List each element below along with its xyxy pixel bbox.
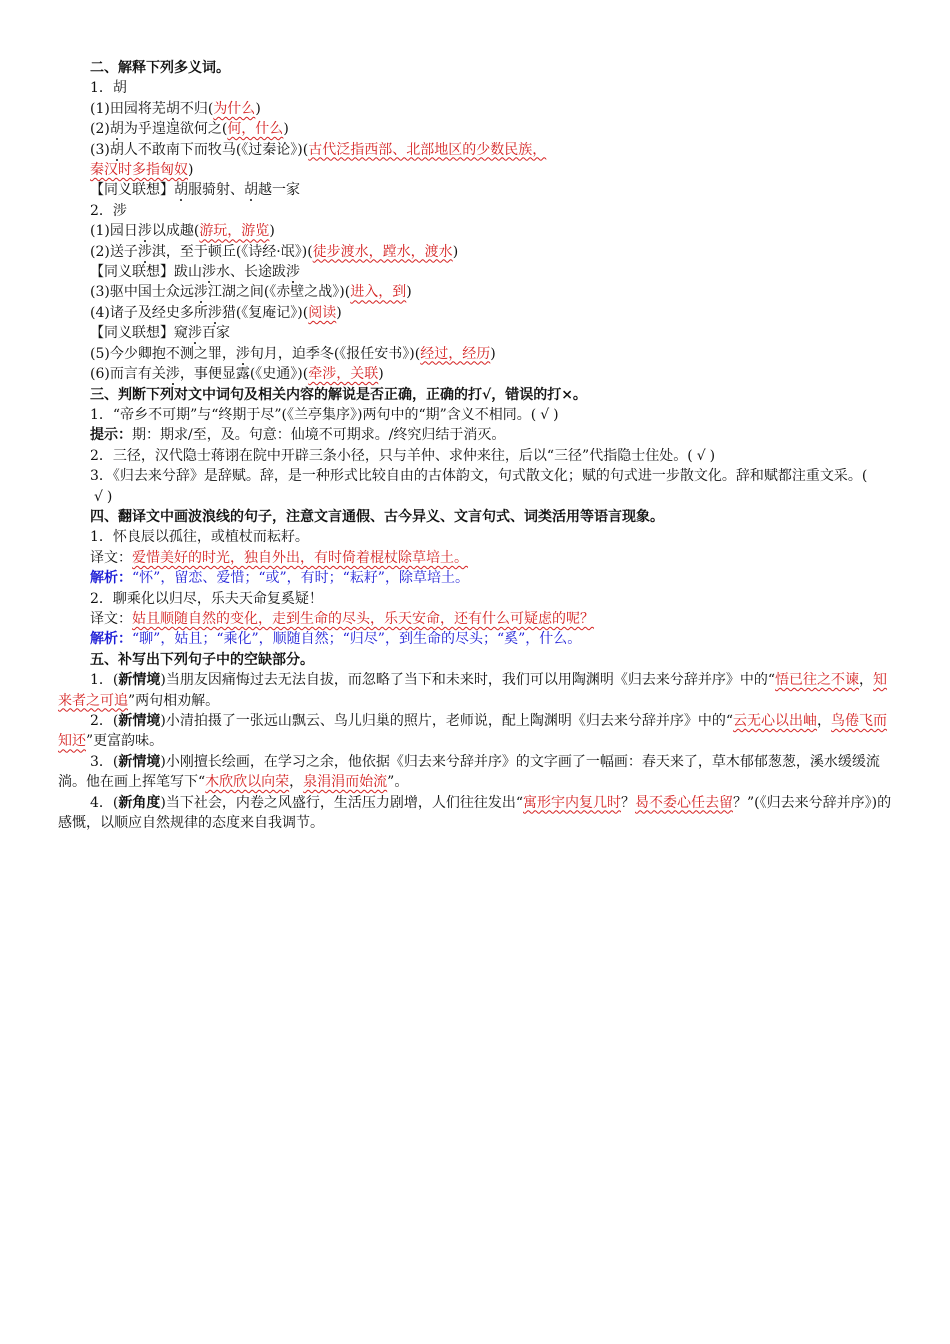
item-hu-2: (2)胡为乎遑遑欲何之(何，什么) (90, 121, 289, 138)
assoc-she-1: 【同义联想】跋山涉水、长途跋涉 (90, 264, 300, 281)
analysis-1: 解析：“怀”，留恋、爱惜；“或”，有时；“耘耔”，除草培土。 (90, 570, 469, 587)
key-word: 涉 (137, 243, 152, 260)
check-mark: √ (540, 406, 550, 423)
check-mark: √ (696, 447, 706, 464)
item-she-6: (6)而言有关涉，事便显露(《史通》)(牵涉，关联) (90, 366, 384, 383)
analysis-2: 解析：“聊”，姑且；“乘化”，顺随自然；“归尽”，到生命的尽头；“奚”，什么。 (90, 631, 582, 648)
key-word: 涉 (235, 345, 250, 362)
fill-item-3: 3．(新情境)小刚擅长绘画，在学习之余，他依据《归去来兮辞并序》的文字画了一幅画：春天来了，草木郁郁葱葱，溪水缓缓流淌。他在画上挥笔写下“木欣欣以向荣，泉涓涓而始流”。 (58, 753, 880, 791)
translation-2: 译文：姑且顺随自然的变化，走到生命的尽头，乐天安命，还有什么可疑虑的呢？ (90, 610, 594, 627)
answer: 牵涉，关联 (308, 366, 379, 383)
key-word: 胡 (109, 141, 124, 158)
section-3-title: 三、判断下列对文中词句及相关内容的解说是否正确，正确的打√，错误的打×。 (90, 386, 587, 403)
answer: 经过，经历 (420, 345, 491, 362)
assoc-hu: 【同义联想】胡服骑射、胡越一家 (90, 182, 300, 199)
answer: 进入，到 (350, 284, 407, 301)
key-word: 涉 (193, 284, 208, 301)
fill-item-2: 2．(新情境)小清拍摄了一张远山飘云、鸟儿归巢的照片，老师说，配上陶渊明《归去来兮辞并序》中的“云无心以出岫，鸟倦飞而知还”更富韵味。 (58, 713, 887, 750)
answer: 游玩，游览 (199, 223, 270, 240)
item-she-4: (4)诸子及经史多所涉猎(《复庵记》)(阅读) (90, 304, 342, 321)
answer: 鸟倦飞而知还 (58, 713, 887, 750)
item-she-heading: 2．涉 (90, 202, 127, 219)
answer: 古代泛指西部、北部地区的少数民族， (308, 141, 547, 158)
translation-1: 译文：爱惜美好的时光，独自外出，有时倚着棍杖除草培土。 (90, 549, 468, 566)
key-word: 涉 (137, 223, 152, 240)
fill-item-4: 4．(新角度)当下社会，内卷之风盛行，生活压力剧增，人们往往发出“寓形宇内复几时？曷不委心任去留？”(《归去来兮辞并序》)的感慨，以顺应自然规律的态度来自我调节。 (58, 794, 892, 832)
item-she-2: (2)送子涉淇，至于顿丘(《诗经·氓》)(徒步渡水，蹚水，渡水) (90, 243, 459, 260)
answer: 寓形宇内复几时 (523, 794, 621, 811)
answer: 悟已往之不谏 (775, 672, 859, 689)
fill-item-1: 1．(新情境)当朋友因痛悔过去无法自拔，而忽略了当下和未来时，我们可以用陶渊明《归去来兮辞并序》中的“悟已往之不谏，知来者之可追”两句相劝解。 (58, 672, 887, 709)
key-word: 涉 (207, 304, 222, 321)
judge-item-2: 2．三径，汉代隐士蒋诩在院中开辟三条小径，只与羊仲、求仲来往，后以“三径”代指隐士住处。( √ ) (58, 446, 892, 466)
translate-item-1: 1．怀良辰以孤往，或植杖而耘耔。 (90, 529, 309, 546)
judge-item-1: 1．“帝乡不可期”与“终期于尽”(《兰亭集序》)两句中的“期”含义不相同。( √ ) (58, 405, 892, 425)
item-she-1: (1)园日涉以成趣(游玩，游览) (90, 223, 275, 240)
answer: 爱惜美好的时光，独自外出，有时倚着棍杖除草培土。 (132, 549, 468, 566)
document-page (58, 58, 892, 833)
translate-item-2: 2．聊乘化以归尽，乐夫天命复奚疑！ (90, 590, 323, 607)
section-5-title: 五、补写出下列句子中的空缺部分。 (90, 651, 314, 668)
answer: 泉涓涓而始流 (303, 774, 388, 791)
judge-hint: 提示：期：期求/至，及。句意：仙境不可期求。/终究归结于消灭。 (90, 427, 506, 444)
answer: 何，什么 (227, 121, 284, 138)
answer: 姑且顺随自然的变化，走到生命的尽头，乐天安命，还有什么可疑虑的呢？ (132, 610, 594, 627)
item-hu-1: (1)田园将芜胡不归(为什么) (90, 100, 261, 117)
section-2-title: 二、解释下列多义词。 (90, 60, 230, 76)
answer: 云无心以出岫 (733, 713, 817, 729)
item-hu-heading: 1．胡 (90, 80, 127, 97)
item-hu-3-cont: 秦汉时多指匈奴) (90, 162, 194, 179)
answer: 秦汉时多指匈奴 (90, 162, 188, 179)
item-she-3: (3)驱中国士众远涉江湖之间(《赤壁之战》)(进入，到) (90, 284, 412, 301)
judge-item-3: 3．《归去来兮辞》是辞赋。辞，是一种形式比较自由的古体韵文，句式散文化；赋的句式进一步散文化。辞和赋都注重文采。(√ ) (58, 466, 892, 507)
key-word: 涉 (165, 366, 180, 383)
check-mark: √ (94, 488, 103, 505)
answer: 木欣欣以向荣 (205, 774, 290, 791)
answer: 曷不委心任去留 (635, 794, 733, 811)
item-hu-3: (3)胡人不敢南下而牧马(《过秦论》)(古代泛指西部、北部地区的少数民族， (90, 141, 547, 158)
answer: 徒步渡水，蹚水，渡水 (312, 243, 453, 260)
item-she-5: (5)今少卿抱不测之罪，涉旬月，迫季冬(《报任安书》)(经过，经历) (90, 345, 496, 362)
answer: 知来者之可追 (58, 672, 887, 709)
section-4-title: 四、翻译文中画波浪线的句子，注意文言通假、古今异义、文言句式、词类活用等语言现象。 (90, 508, 664, 525)
answer: 为什么 (213, 100, 256, 117)
assoc-she-2: 【同义联想】窥涉百家 (90, 325, 230, 342)
key-word: 胡 (165, 100, 180, 117)
key-word: 胡 (109, 121, 124, 138)
answer: 阅读 (308, 304, 337, 321)
